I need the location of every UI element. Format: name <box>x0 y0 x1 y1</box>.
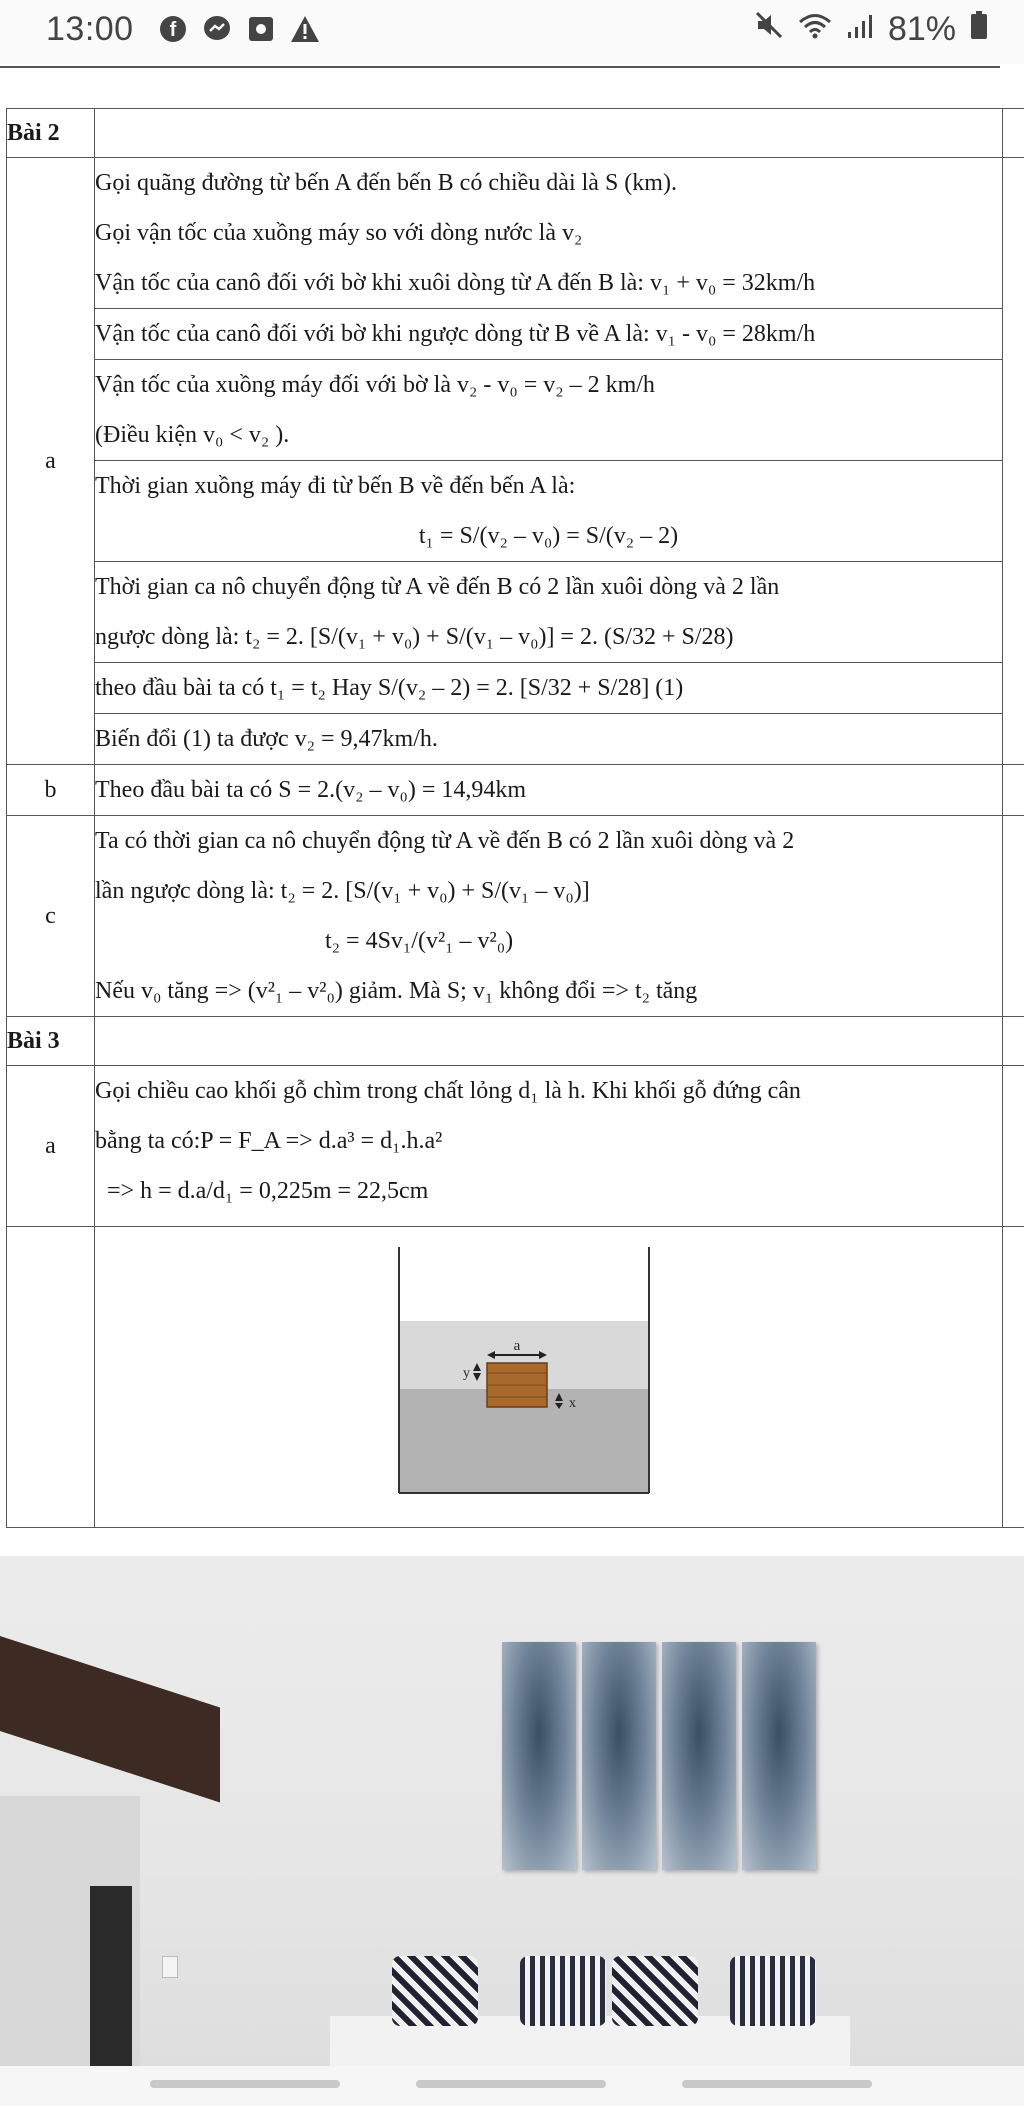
system-status <box>754 10 988 49</box>
text-line: Nếu v₀ tăng => (v²₁ – v²₀) giảm. Mà S; v₁ không đổi => t₂ tăng <box>95 978 698 1004</box>
label-y: y <box>463 1366 470 1381</box>
header-divider <box>0 66 1000 68</box>
label-x: x <box>569 1396 576 1411</box>
mute-icon <box>754 10 784 49</box>
text-line: Biến đổi (1) ta được v₂ = 9,47km/h. <box>95 726 438 752</box>
wall-art-panel <box>742 1642 816 1870</box>
table-row <box>7 765 1024 816</box>
table-row <box>7 714 1024 765</box>
text-line: theo đầu bài ta có t₁ = t₂ Hay S/(v₂ – 2) = 2. [S/32 + S/28] (1) <box>95 675 684 701</box>
label-a: a <box>513 1338 521 1354</box>
wall-art-panel <box>502 1642 576 1870</box>
text-line: Vận tốc của canô đối với bờ khi xuôi dòng từ A đến B là: v₁ + v₀ = 32km/h <box>95 270 816 296</box>
text-line: Gọi chiều cao khối gỗ chìm trong chất lỏng d₁ là h. Khi khối gỗ đứng cân <box>95 1078 801 1104</box>
section-title-bai3: Bài 3 <box>7 1017 95 1066</box>
navigation-bar <box>0 2066 1024 2106</box>
pillow <box>730 1956 816 2026</box>
text-line: Vận tốc của xuồng máy đối với bờ là v₂ - v₀ = v₂ – 2 km/h <box>95 372 655 398</box>
solution-table <box>6 108 1024 1528</box>
text-line: (Điều kiện v₀ < v₂ ). <box>95 422 290 448</box>
text-line: Thời gian ca nô chuyển động từ A về đến B có 2 lần xuôi dòng và 2 lần <box>95 574 780 600</box>
battery-icon <box>970 10 988 49</box>
formula-line: t₁ = S/(v₂ – v₀) = S/(v₂ – 2) <box>418 523 679 549</box>
text-line: Gọi vận tốc của xuồng máy so với dòng nước là v₂ <box>95 220 583 246</box>
ceiling-beam <box>0 1636 220 1802</box>
facebook-icon <box>158 14 188 44</box>
text-line: Thời gian xuồng máy đi từ bến B về đến bến A là: <box>95 473 576 499</box>
table-row <box>7 816 1024 1017</box>
part-label: c <box>7 816 95 1017</box>
table-row <box>7 562 1024 663</box>
recent-apps-button[interactable] <box>150 2080 340 2088</box>
part-label: a <box>7 158 95 765</box>
part-label: a <box>7 1066 95 1227</box>
text-line: bằng ta có:P = F_A => d.a³ = d₁.h.a² <box>95 1128 443 1154</box>
formula-line: t₂ = 4Sv₁/(v²₁ – v²₀) <box>325 928 514 954</box>
text-line: lần ngược dòng là: t₂ = 2. [S/(v₁ + v₀) + S/(v₁ – v₀)] <box>95 878 590 904</box>
table-row <box>7 1066 1024 1227</box>
wall-art-panel <box>582 1642 656 1870</box>
doorway <box>90 1886 132 2066</box>
table-row <box>7 109 1024 158</box>
table-row <box>7 309 1024 360</box>
signal-icon <box>846 10 874 49</box>
pillow <box>612 1956 698 2026</box>
text-line: Theo đầu bài ta có S = 2.(v₂ – v₀) = 14,94km <box>95 777 527 803</box>
wifi-icon <box>798 10 832 49</box>
app-icon <box>246 14 276 44</box>
buoyancy-diagram <box>397 1247 657 1497</box>
text-line: ngược dòng là: t₂ = 2. [S/(v₁ + v₀) + S/(v₁ – v₀)] = 2. (S/32 + S/28) <box>95 624 734 650</box>
pillow <box>392 1956 478 2026</box>
home-button[interactable] <box>416 2080 606 2088</box>
battery-text: 81% <box>887 10 956 48</box>
light-switch <box>162 1956 178 1978</box>
messenger-icon <box>202 14 232 44</box>
status-bar <box>0 0 1024 64</box>
table-row <box>7 461 1024 562</box>
text-line: => h = d.a/d₁ = 0,225m = 22,5cm <box>107 1178 429 1204</box>
warning-icon <box>290 14 320 44</box>
table-row <box>7 158 1024 309</box>
pillow <box>520 1956 606 2026</box>
table-row <box>7 1017 1024 1066</box>
notification-icons <box>158 14 320 44</box>
text-line: Gọi quãng đường từ bến A đến bến B có chiều dài là S (km). <box>95 170 677 196</box>
text-line: Vận tốc của canô đối với bờ khi ngược dòng từ B về A là: v₁ - v₀ = 28km/h <box>95 321 816 347</box>
wall-art-panel <box>662 1642 736 1870</box>
table-row <box>7 1227 1024 1528</box>
back-button[interactable] <box>682 2080 872 2088</box>
svg-text:f: f <box>169 19 177 41</box>
text-line: Ta có thời gian ca nô chuyển động từ A về đến B có 2 lần xuôi dòng và 2 <box>95 828 795 854</box>
advertisement-photo[interactable] <box>0 1556 1024 2066</box>
part-label: b <box>7 765 95 816</box>
section-title-bai2: Bài 2 <box>7 109 95 158</box>
table-row <box>7 360 1024 461</box>
status-time: 13:00 <box>46 10 134 48</box>
table-row <box>7 663 1024 714</box>
solution-document <box>6 108 1022 1526</box>
